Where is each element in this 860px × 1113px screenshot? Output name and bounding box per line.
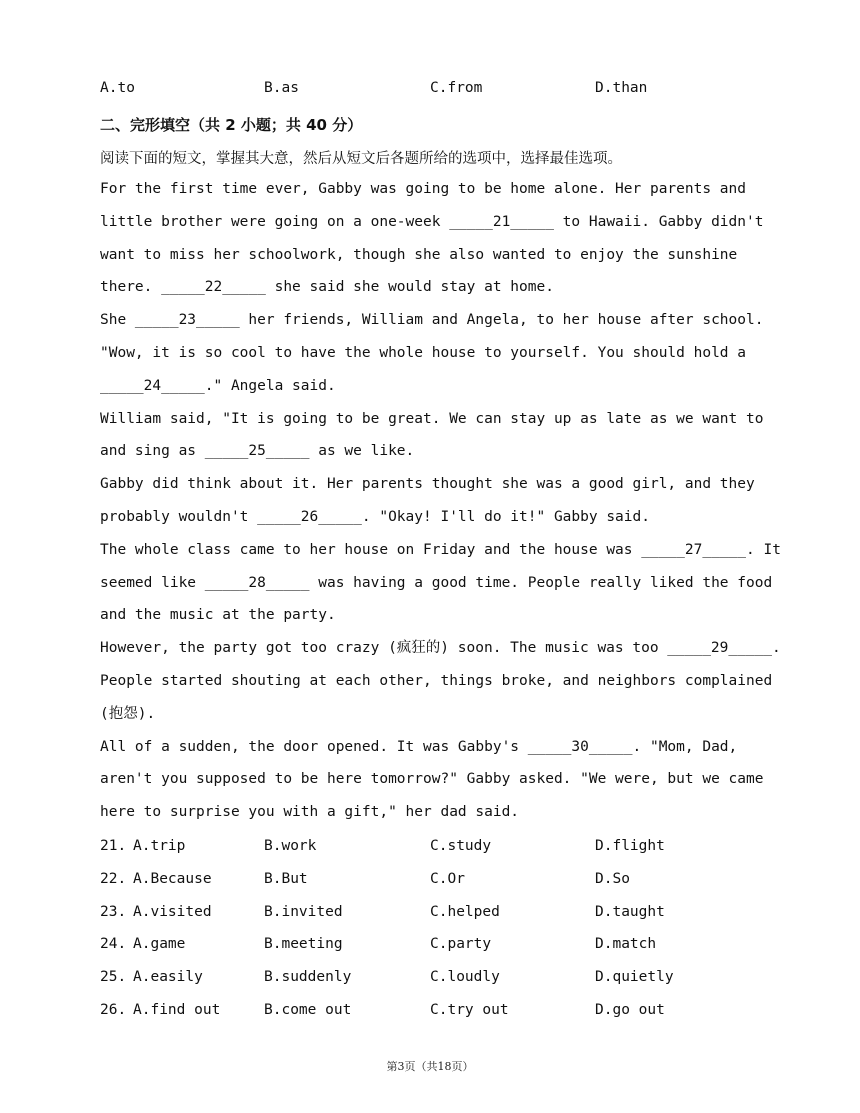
question-row <box>100 999 800 1032</box>
option-a: A.easily <box>133 969 203 986</box>
passage-line: probably wouldn't _____26_____. "Okay! I'll do it!" Gabby said. <box>100 508 650 525</box>
question-row <box>100 966 800 999</box>
passage-line: little brother were going on a one-week _____21_____ to Hawaii. Gabby didn't <box>100 213 764 230</box>
section-heading: 二、完形填空（共 2 小题；共 40 分） <box>100 116 363 134</box>
passage-line: here to surprise you with a gift," her dad said. <box>100 804 520 821</box>
passage-line: want to miss her schoolwork, though she also wanted to enjoy the sunshine <box>100 246 738 263</box>
option-d: D.than <box>595 80 648 96</box>
question-number: 23. <box>100 903 127 920</box>
question-list <box>100 835 800 1032</box>
option-b: B.meeting <box>264 936 343 953</box>
option-c: C.study <box>430 838 492 854</box>
option-c: C.try out <box>430 1001 509 1018</box>
question-number: 21. <box>100 838 127 854</box>
page-footer: 第3页（共18页） <box>386 1060 474 1073</box>
question-row <box>100 901 800 934</box>
question-row <box>100 868 800 901</box>
previous-question-options <box>100 80 800 102</box>
option-a: A.to <box>100 80 135 96</box>
passage-line: aren't you supposed to be here tomorrow?" Gabby asked. "We were, but we came <box>100 771 764 788</box>
passage-line: William said, "It is going to be great. We can stay up as late as we want to <box>100 410 764 427</box>
option-c: C.loudly <box>430 969 500 986</box>
option-d: D.So <box>595 870 630 887</box>
question-number: 22. <box>100 870 127 887</box>
option-d: D.match <box>595 936 657 953</box>
cloze-passage <box>100 178 780 834</box>
passage-line: and sing as _____25_____ as we like. <box>100 443 415 460</box>
option-b: B.as <box>264 80 299 96</box>
option-c: C.from <box>430 80 483 96</box>
option-c: C.helped <box>430 903 500 920</box>
option-d: D.quietly <box>595 969 674 986</box>
passage-line: All of a sudden, the door opened. It was Gabby's _____30_____. "Mom, Dad, <box>100 738 738 755</box>
passage-line: there. _____22_____ she said she would stay at home. <box>100 279 554 296</box>
question-number: 26. <box>100 1001 127 1018</box>
question-number: 24. <box>100 936 127 953</box>
option-a: A.Because <box>133 870 212 887</box>
question-number: 25. <box>100 969 127 986</box>
option-b: B.work <box>264 838 317 854</box>
option-a: A.find out <box>133 1001 221 1018</box>
option-a: A.game <box>133 936 186 953</box>
option-d: D.go out <box>595 1001 665 1018</box>
passage-line: The whole class came to her house on Friday and the house was _____27_____. It <box>100 541 781 558</box>
passage-line: and the music at the party. <box>100 607 336 624</box>
option-b: B.invited <box>264 903 343 920</box>
option-d: D.flight <box>595 838 665 854</box>
passage-line: People started shouting at each other, things broke, and neighbors complained <box>100 672 773 689</box>
passage-line: "Wow, it is so cool to have the whole house to yourself. You should hold a <box>100 344 747 361</box>
option-c: C.party <box>430 936 492 953</box>
question-row <box>100 835 800 868</box>
option-b: B.suddenly <box>264 969 352 986</box>
option-b: B.come out <box>264 1001 352 1018</box>
option-c: C.Or <box>430 870 465 887</box>
option-d: D.taught <box>595 903 665 920</box>
passage-line: She _____23_____ her friends, William and Angela, to her house after school. <box>100 312 764 329</box>
instruction-text: 阅读下面的短文，掌握其大意，然后从短文后各题所给的选项中，选择最佳选项。 <box>100 151 622 167</box>
passage-line: (抱怨). <box>100 705 156 722</box>
passage-line: For the first time ever, Gabby was going to be home alone. Her parents and <box>100 181 747 197</box>
question-row <box>100 933 800 966</box>
passage-line: However, the party got too crazy (疯狂的) soon. The music was too _____29_____. <box>100 640 781 657</box>
option-a: A.trip <box>133 838 186 854</box>
option-a: A.visited <box>133 903 212 920</box>
option-b: B.But <box>264 870 308 887</box>
passage-line: Gabby did think about it. Her parents thought she was a good girl, and they <box>100 476 755 493</box>
passage-line: seemed like _____28_____ was having a good time. People really liked the food <box>100 574 773 591</box>
passage-line: _____24_____." Angela said. <box>100 377 336 394</box>
